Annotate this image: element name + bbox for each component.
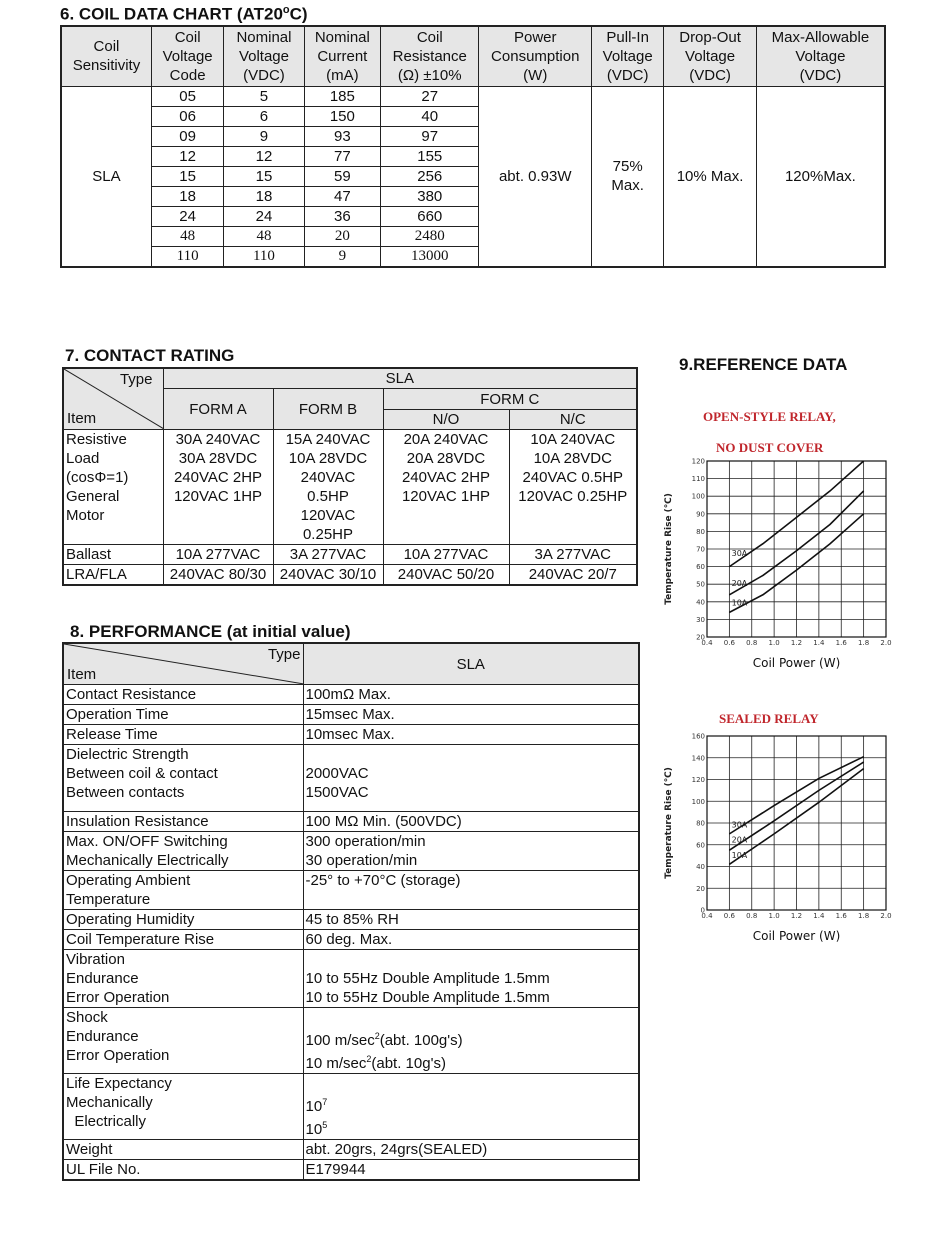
perf-item: Operating Humidity: [63, 910, 303, 930]
x-tick-label: 1.6: [835, 639, 847, 647]
table-row: [63, 643, 639, 685]
series-label: 20A: [731, 578, 748, 588]
table-row: [63, 705, 639, 725]
table-row: [63, 832, 639, 871]
x-tick-label: 0.6: [723, 912, 735, 920]
maxallow-cell: 120%Max.: [756, 86, 885, 267]
perf-value: 300 operation/min 30 operation/min: [303, 832, 639, 871]
perf-value: 2000VAC 1500VAC: [303, 745, 639, 812]
perf-value: E179944: [303, 1160, 639, 1181]
form-c-header: FORM C: [383, 389, 637, 410]
perf-value: 100 MΩ Min. (500VDC): [303, 812, 639, 832]
nominal-current: 150: [304, 106, 380, 126]
y-tick-label: 60: [696, 841, 705, 850]
nominal-voltage: 24: [224, 206, 304, 226]
perf-value: 100mΩ Max.: [303, 685, 639, 705]
perf-value: -25° to +70°C (storage): [303, 871, 639, 910]
x-axis-label: Coil Power (W): [752, 656, 841, 670]
coil-header-cell: Coil Resistance (Ω) ±10%: [381, 26, 479, 86]
coil-resistance: 40: [381, 106, 479, 126]
y-tick-label: 40: [696, 598, 705, 607]
coil-resistance: 155: [381, 146, 479, 166]
x-tick-label: 1.8: [858, 912, 870, 920]
table-row: [63, 1140, 639, 1160]
form-b-header: FORM B: [273, 389, 383, 430]
y-tick-label: 160: [691, 732, 705, 741]
series-label: 30A: [731, 549, 748, 559]
coil-header-cell: Coil Sensitivity: [61, 26, 151, 86]
y-axis-label: Temperature Rise (℃): [664, 493, 674, 605]
voltage-code: 18: [151, 186, 223, 206]
perf-item: Contact Resistance: [63, 685, 303, 705]
coil-header-cell: Pull-In Voltage (VDC): [592, 26, 664, 86]
series-label: 10A: [731, 598, 748, 608]
dropout-cell: 10% Max.: [664, 86, 756, 267]
type-label: Type: [267, 646, 301, 663]
lra-fla-label: LRA/FLA: [63, 565, 163, 586]
coil-header-row: [61, 26, 885, 86]
nominal-current: 36: [304, 206, 380, 226]
y-tick-label: 120: [691, 457, 705, 466]
voltage-code: 48: [151, 226, 223, 246]
reference-data-heading: 9.REFERENCE DATA: [679, 355, 848, 374]
perf-value: 100 $m/\sec^2(abt$. 100g's) 10 $m/\sec^2(abt$. 10g's): [303, 1008, 639, 1074]
coil-resistance: 27: [381, 86, 479, 106]
perf-value: 60 deg. Max.: [303, 930, 639, 950]
coil-header-cell: Coil Voltage Code: [151, 26, 223, 86]
x-tick-label: 1.6: [835, 912, 847, 920]
coil-header-cell: Drop-Out Voltage (VDC): [664, 26, 756, 86]
ballast-value: 10A 277VAC: [383, 545, 509, 565]
sla-header: SLA: [303, 643, 639, 685]
nominal-current: 59: [304, 166, 380, 186]
nominal-voltage: 110: [224, 246, 304, 267]
y-tick-label: 90: [696, 510, 705, 519]
coil-header-cell: Nominal Current (mA): [304, 26, 380, 86]
coil-resistance: 660: [381, 206, 479, 226]
y-tick-label: 60: [696, 563, 705, 572]
x-tick-label: 0.4: [701, 912, 713, 920]
table-row: [61, 86, 885, 106]
table-row: [63, 430, 637, 545]
no-header: N/O: [383, 410, 509, 430]
table-row: [63, 725, 639, 745]
coil-resistance: 256: [381, 166, 479, 186]
lra-fla-value: 240VAC 50/20: [383, 565, 509, 586]
lra-fla-value: 240VAC 80/30: [163, 565, 273, 586]
coil-header-cell: Nominal Voltage (VDC): [224, 26, 304, 86]
type-label: Type: [119, 371, 153, 388]
perf-value: abt. 20grs, 24grs(SEALED): [303, 1140, 639, 1160]
table-row: [63, 910, 639, 930]
perf-value: 10msec Max.: [303, 725, 639, 745]
voltage-code: 09: [151, 126, 223, 146]
y-tick-label: 100: [691, 492, 705, 501]
perf-value: $10^7$ $10^5$: [303, 1074, 639, 1140]
form-a-header: FORM A: [163, 389, 273, 430]
item-label: Item: [67, 410, 97, 427]
perf-item: Dielectric Strength Between coil & contact Between contacts: [63, 745, 303, 812]
perf-item: Weight: [63, 1140, 303, 1160]
nominal-current: 9: [304, 246, 380, 267]
voltage-code: 15: [151, 166, 223, 186]
coil-resistance: 2480: [381, 226, 479, 246]
ballast-value: 3A 277VAC: [509, 545, 637, 565]
x-tick-label: 0.8: [746, 912, 758, 920]
table-row: [63, 685, 639, 705]
power-cell: abt. 0.93W: [479, 86, 592, 267]
pullin-cell: 75% Max.: [592, 86, 664, 267]
series-label: 20A: [731, 835, 748, 845]
perf-item: Coil Temperature Rise: [63, 930, 303, 950]
x-tick-label: 0.8: [746, 639, 758, 647]
contact-rating-heading: 7. CONTACT RATING: [65, 346, 235, 365]
table-row: [63, 950, 639, 1008]
y-tick-label: 80: [696, 819, 705, 828]
y-tick-label: 50: [696, 580, 705, 589]
nominal-current: 93: [304, 126, 380, 146]
nominal-current: 185: [304, 86, 380, 106]
sealed-relay-chart: [655, 730, 895, 945]
resistive-form-c-no: 20A 240VAC 20A 28VDC 240VAC 2HP 120VAC 1HP: [383, 430, 509, 545]
contact-rating-table: [62, 367, 638, 586]
x-tick-label: 1.2: [790, 912, 803, 920]
x-tick-label: 0.4: [701, 639, 713, 647]
perf-item: UL File No.: [63, 1160, 303, 1181]
table-row: [63, 545, 637, 565]
lra-fla-value: 240VAC 30/10: [273, 565, 383, 586]
nominal-current: 77: [304, 146, 380, 166]
y-tick-label: 40: [696, 863, 705, 871]
nominal-current: 47: [304, 186, 380, 206]
voltage-code: 12: [151, 146, 223, 166]
coil-data-heading: 6. COIL DATA CHART (AT20$^o$C): [60, 4, 308, 24]
table-row: [63, 812, 639, 832]
perf-item: Operation Time: [63, 705, 303, 725]
perf-value: 10 to 55Hz Double Amplitude 1.5mm 10 to 55Hz Double Amplitude 1.5mm: [303, 950, 639, 1008]
perf-item: Max. ON/OFF Switching Mechanically Electrically: [63, 832, 303, 871]
chart1-title-line2: NO DUST COVER: [716, 440, 824, 455]
voltage-code: 110: [151, 246, 223, 267]
performance-heading: 8. PERFORMANCE (at initial value): [70, 622, 351, 641]
chart1-title-line1: OPEN-STYLE RELAY,: [703, 409, 836, 424]
coil-header-cell: Power Consumption (W): [479, 26, 592, 86]
nominal-voltage: 18: [224, 186, 304, 206]
resistive-load-label: Resistive Load (cosΦ=1) General Motor: [63, 430, 163, 545]
nominal-voltage: 15: [224, 166, 304, 186]
x-tick-label: 1.8: [858, 639, 870, 647]
perf-item: Life Expectancy Mechanically Electrically: [63, 1074, 303, 1140]
coil-resistance: 97: [381, 126, 479, 146]
y-tick-label: 0: [700, 906, 705, 915]
nominal-voltage: 5: [224, 86, 304, 106]
voltage-code: 24: [151, 206, 223, 226]
x-tick-label: 1.0: [768, 639, 780, 647]
perf-item: Operating Ambient Temperature: [63, 871, 303, 910]
ballast-value: 10A 277VAC: [163, 545, 273, 565]
perf-value: 15msec Max.: [303, 705, 639, 725]
y-tick-label: 70: [696, 545, 705, 554]
y-tick-label: 30: [696, 615, 705, 624]
type-item-diagonal-cell: [63, 368, 163, 430]
x-tick-label: 1.0: [768, 912, 780, 920]
coil-resistance: 13000: [381, 246, 479, 267]
sla-header: SLA: [163, 368, 637, 389]
resistive-form-c-nc: 10A 240VAC 10A 28VDC 240VAC 0.5HP 120VAC 0.25HP: [509, 430, 637, 545]
y-tick-label: 110: [691, 475, 705, 484]
type-item-diagonal-cell: [63, 643, 303, 685]
x-tick-label: 1.2: [790, 639, 803, 647]
x-tick-label: 2.0: [880, 639, 892, 647]
y-tick-label: 20: [696, 633, 705, 642]
y-tick-label: 120: [691, 776, 705, 784]
coil-data-table: [60, 25, 886, 268]
y-tick-label: 140: [691, 754, 705, 763]
voltage-code: 05: [151, 86, 223, 106]
degree-symbol: o: [282, 4, 290, 16]
perf-item: Insulation Resistance: [63, 812, 303, 832]
x-tick-label: 0.6: [723, 639, 735, 647]
table-row: [63, 745, 639, 812]
table-row: [63, 1008, 639, 1074]
series-label: 30A: [731, 820, 748, 830]
table-row: [63, 871, 639, 910]
nominal-voltage: 9: [224, 126, 304, 146]
nc-header: N/C: [509, 410, 637, 430]
x-tick-label: 2.0: [880, 912, 892, 920]
coil-header-cell: Max-Allowable Voltage (VDC): [756, 26, 885, 86]
x-tick-label: 1.4: [813, 912, 825, 920]
y-tick-label: 100: [691, 797, 705, 806]
perf-item: Release Time: [63, 725, 303, 745]
x-tick-label: 1.4: [813, 639, 825, 647]
table-row: [63, 565, 637, 586]
ballast-value: 3A 277VAC: [273, 545, 383, 565]
table-row: [63, 930, 639, 950]
y-tick-label: 80: [696, 527, 705, 536]
perf-item: Vibration Endurance Error Operation: [63, 950, 303, 1008]
table-row: [63, 1074, 639, 1140]
x-axis-label: Coil Power (W): [752, 929, 841, 943]
perf-value: 45 to 85% RH: [303, 910, 639, 930]
table-row: [63, 1160, 639, 1181]
nominal-voltage: 6: [224, 106, 304, 126]
sensitivity-cell: SLA: [61, 86, 151, 267]
chart2-title: SEALED RELAY: [719, 711, 819, 726]
table-row: [63, 368, 637, 389]
y-tick-label: 20: [696, 884, 705, 893]
lra-fla-value: 240VAC 20/7: [509, 565, 637, 586]
nominal-voltage: 48: [224, 226, 304, 246]
item-label: Item: [67, 666, 97, 683]
open-relay-chart: [655, 455, 895, 680]
perf-item: Shock Endurance Error Operation: [63, 1008, 303, 1074]
resistive-form-a: 30A 240VAC 30A 28VDC 240VAC 2HP 120VAC 1HP: [163, 430, 273, 545]
performance-table: [62, 642, 640, 1181]
voltage-code: 06: [151, 106, 223, 126]
series-label: 10A: [731, 850, 748, 860]
nominal-voltage: 12: [224, 146, 304, 166]
nominal-current: 20: [304, 226, 380, 246]
ballast-label: Ballast: [63, 545, 163, 565]
coil-resistance: 380: [381, 186, 479, 206]
resistive-form-b: 15A 240VAC 10A 28VDC 240VAC 0.5HP 120VAC 0.25HP: [273, 430, 383, 545]
y-axis-label: Temperature Rise (℃): [664, 767, 674, 879]
